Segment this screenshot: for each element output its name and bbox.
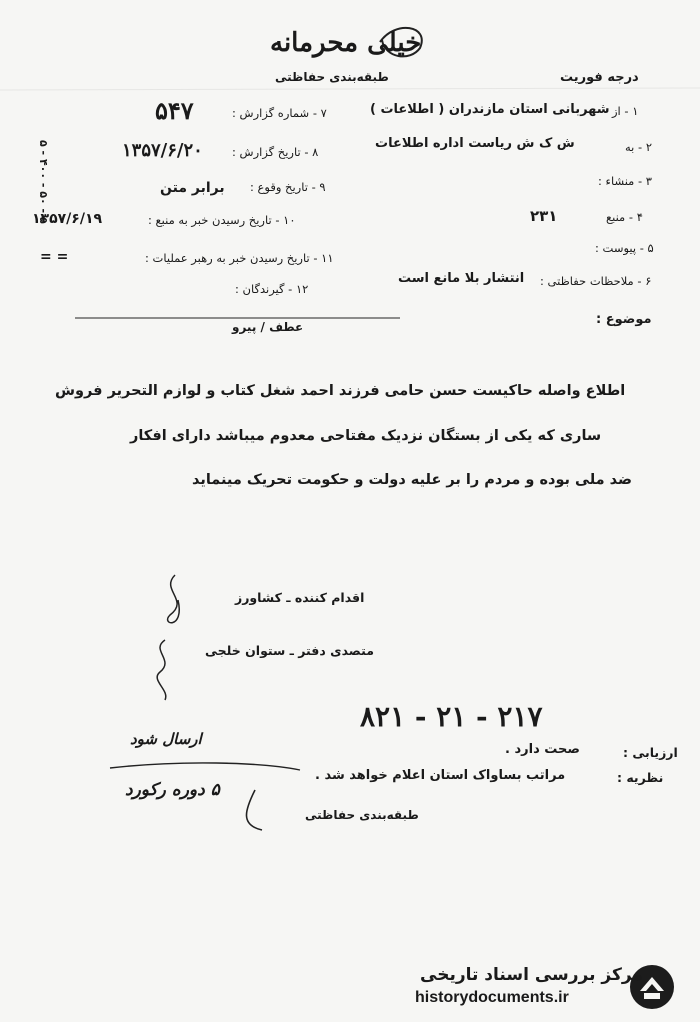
field-security-value: انتشار بلا مانع است [398,271,525,286]
field-operations-date-label: ۱۱ - تاریخ رسیدن خبر به رهبر عملیات : [145,251,334,265]
archive-footer [0,955,700,1022]
body-line: ضد ملی بوده و مردم را بر علیه دولت و حکومت تحریک مینماید [192,472,633,488]
subject-label: موضوع : [596,312,652,327]
field-operations-date-value: = = [40,249,69,265]
archive-site: historydocuments.ir [415,989,569,1006]
field-report-date-label: ۸ - تاریخ گزارش : [232,145,319,159]
officer-signature-label: اقدام کننده ـ کشاورز [235,590,365,605]
field-from-label: ۱ - از [612,104,639,118]
evaluation-value: صحت دارد . [505,742,580,757]
field-recipients-label: ۱۲ - گیرندگان : [235,282,309,296]
field-source-label: ۴ - منبع [606,210,643,224]
document-title: خیلی محرمانه [270,28,422,58]
field-source-date-label: ۱۰ - تاریخ رسیدن خبر به منبع : [148,213,296,227]
field-security-label: ۶ - ملاحظات حفاظتی : [540,274,652,288]
handwritten-file-number: ۸۲۱ - ۲۱ - ۲۱۷ [360,700,543,733]
field-source-value: ۲۳۱ [530,207,558,225]
classification-label: طبقه‌بندی حفاظتی [275,70,389,84]
body-line: اطلاع واصله حاکیست حسن حامی فرزند احمد شغل کتاب و لوازم التحریر فروش [55,383,626,399]
field-occurrence-date-label: ۹ - تاریخ وقوع : [250,180,326,194]
handwritten-note-send: ارسال شود [130,730,202,748]
priority-label: درجه فوریت [560,70,639,85]
field-source-date-value: ۱۳۵۷/۶/۱۹ [32,211,103,227]
opinion-value: مراتب بساواک استان اعلام خواهد شد . [315,768,566,783]
field-attachment-label: ۵ - پیوست : [595,241,654,255]
opinion-label: نظریه : [617,770,664,785]
archive-name: مرکز بررسی اسناد تاریخی [420,965,643,985]
field-origin-label: ۳ - منشاء : [598,174,652,188]
reference-label: عطف / پیرو [232,320,304,334]
handwritten-note-record: ۵ دوره رکورد [125,780,220,800]
field-report-date-value: ۱۳۵۷/۶/۲۰ [122,140,203,161]
evaluation-label: ارزیابی : [623,745,678,760]
bottom-classification-label: طبقه‌بندی حفاظتی [305,808,419,822]
field-from-value: شهربانی استان مازندران ( اطلاعات ) [370,102,610,117]
field-occurrence-date-value: برابر متن [160,180,225,196]
side-code: ۵ - ۴۰۰ - ۵۰ - ۵ [37,140,50,224]
body-line: ساری که یکی از بستگان نزدیک مفتاحی معدوم میباشد دارای افکار [130,428,602,444]
field-to-value: ش ک ش ریاست اداره اطلاعات [375,136,575,151]
field-to-label: ۲ - به [625,140,653,154]
field-report-number-value: ۵۴۷ [155,96,194,125]
clerk-signature-label: متصدی دفتر ـ ستوان خلجی [205,643,374,658]
field-report-number-label: ۷ - شماره گزارش : [232,106,327,120]
